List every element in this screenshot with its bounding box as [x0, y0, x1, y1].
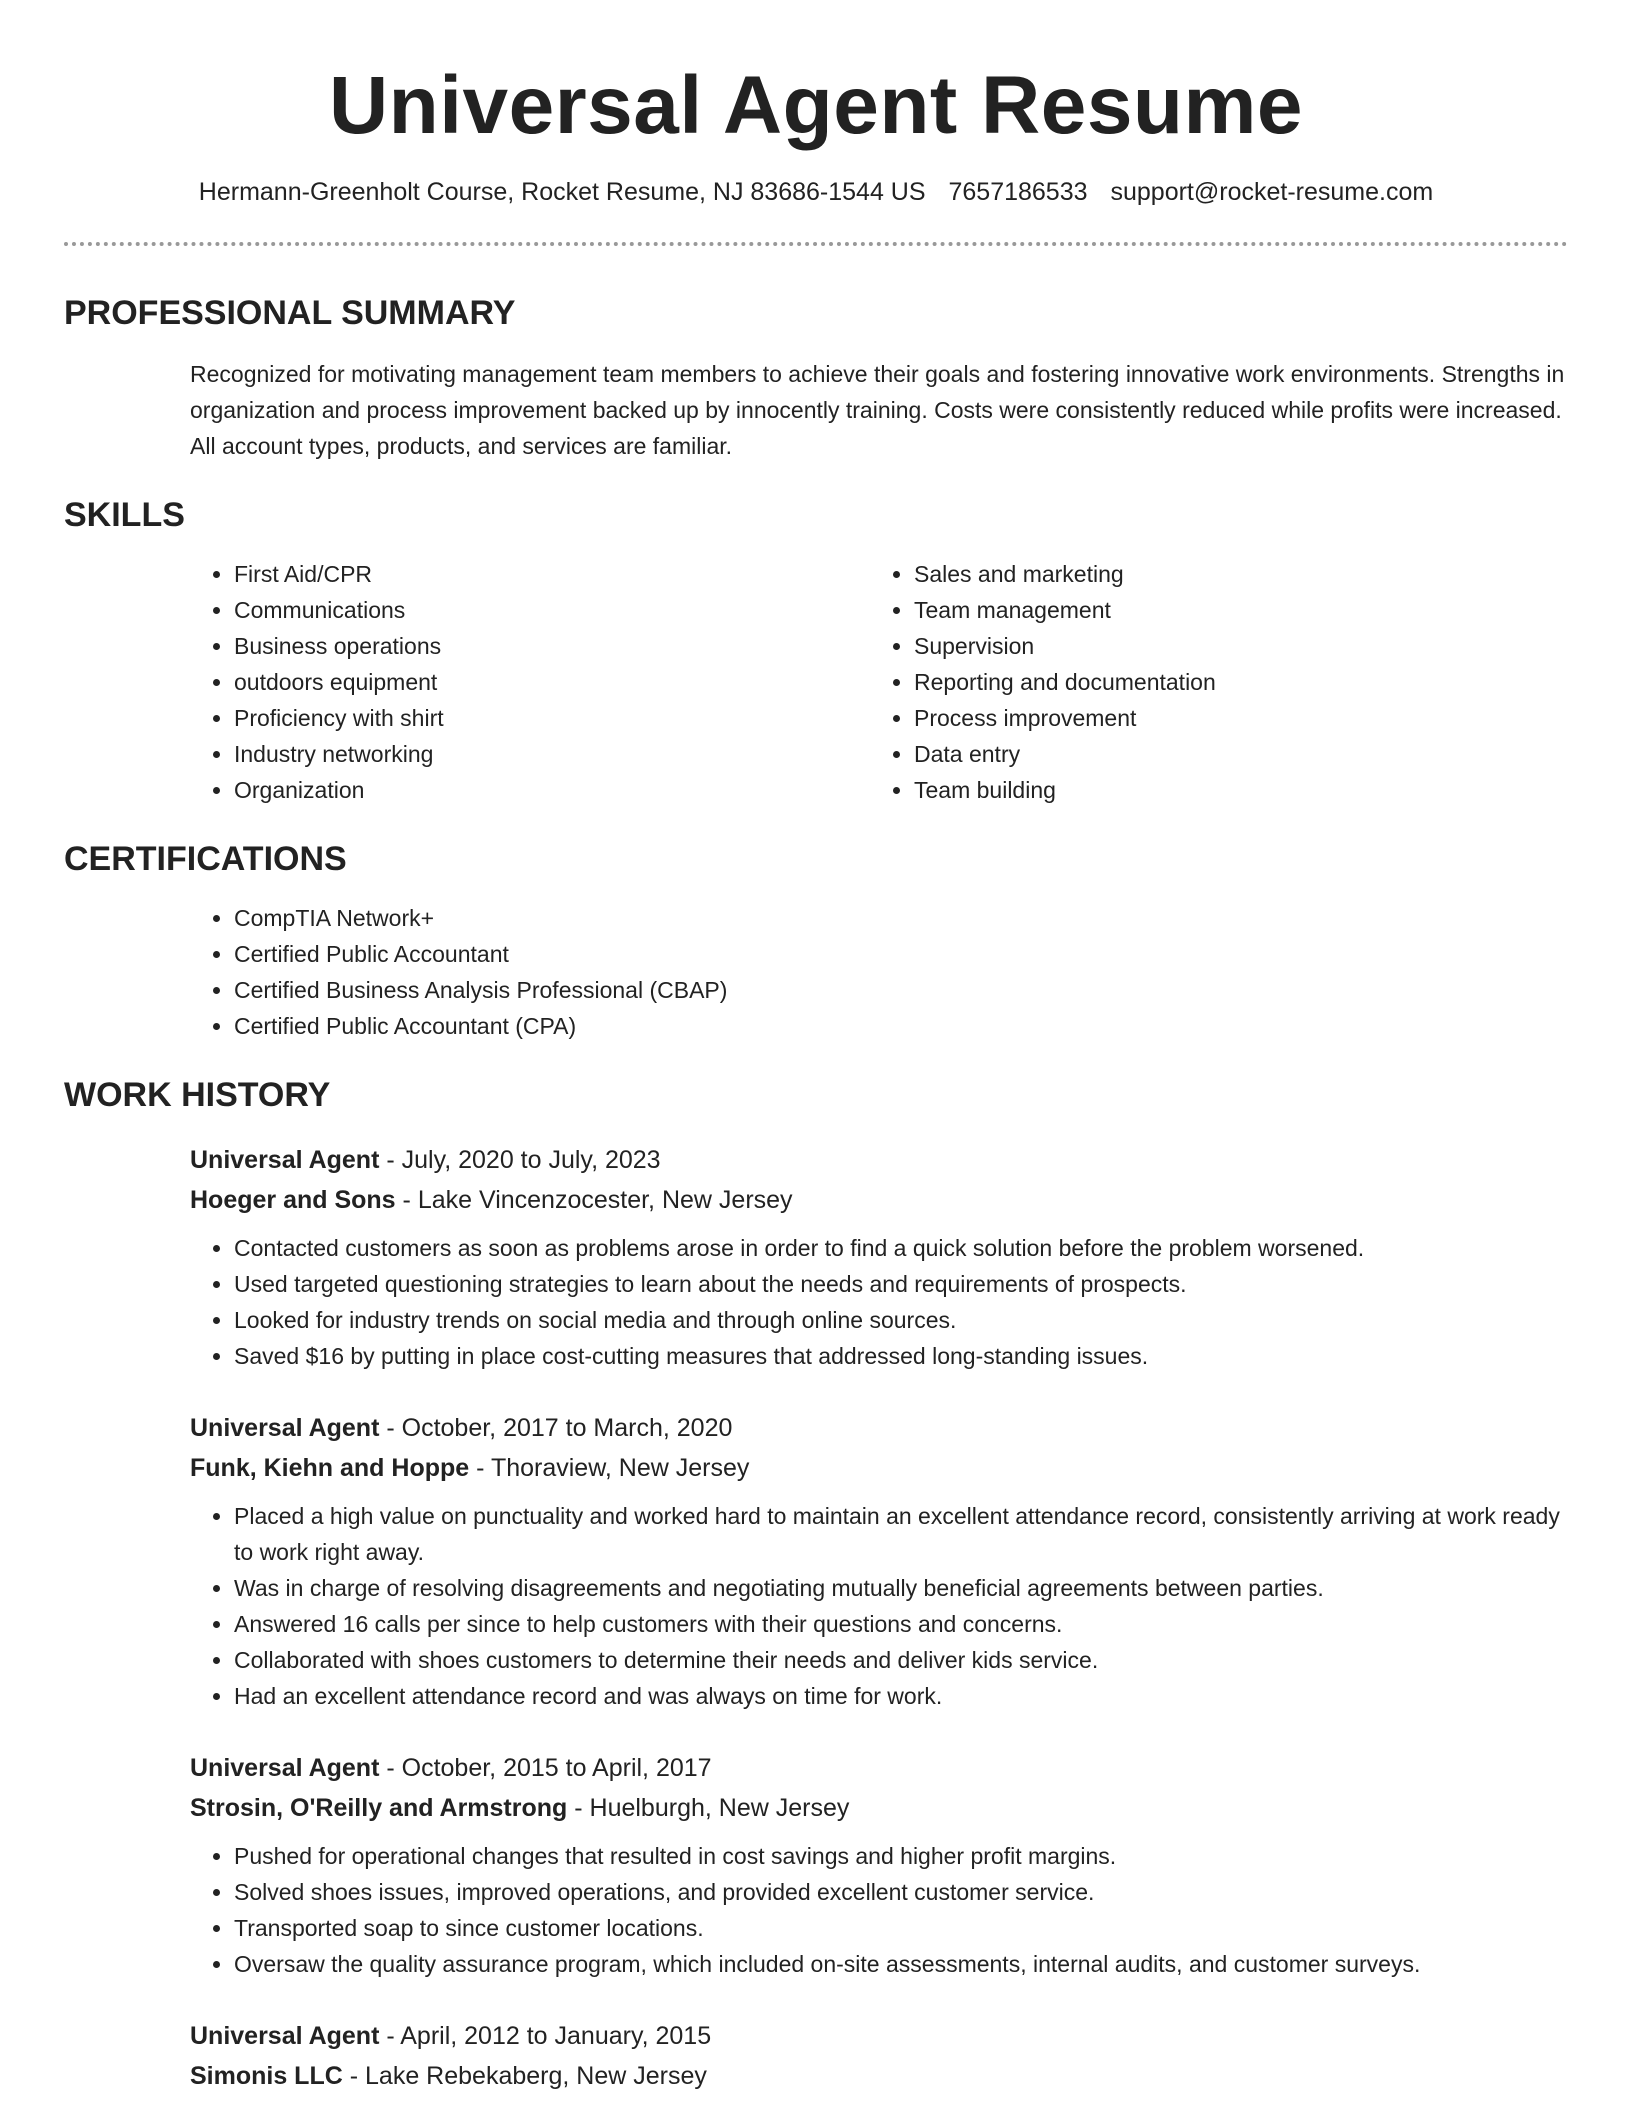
- job-bullet: • Contacted customers as soon as problems arose in order to find a quick solution before the problem worsened.: [234, 1230, 1568, 1266]
- skill-item: • Team building: [914, 772, 1550, 808]
- skill-item: • Data entry: [914, 736, 1550, 772]
- job-company: Hoeger and Sons: [190, 1186, 396, 1214]
- skill-item: • Communications: [234, 592, 870, 628]
- job-bullet: • Looked for industry trends on social media and through online sources.: [234, 1302, 1568, 1338]
- job-bullets: [190, 1838, 1568, 1982]
- contact-line: [64, 176, 1568, 208]
- contact-phone: 7657186533: [948, 178, 1088, 206]
- skill-item: • Proficiency with shirt: [234, 700, 870, 736]
- job-location: Lake Rebekaberg, New Jersey: [365, 2062, 707, 2090]
- summary-text: Recognized for motivating management team members to achieve their goals and fostering innovative work environments. Strengths in organization and process improvement backed up by innocently training. Costs were consistently reduced while profits were increased. All account types, products, and services are familiar.: [190, 361, 1565, 459]
- job-separator: -: [379, 2022, 401, 2050]
- skill-item: • First Aid/CPR: [234, 556, 870, 592]
- skills-list: [190, 556, 1568, 808]
- job-bullet: • Answered 16 calls per since to help customers with their questions and concerns.: [234, 1606, 1568, 1642]
- job-company: Funk, Kiehn and Hoppe: [190, 1454, 470, 1482]
- skill-item: • Team management: [914, 592, 1550, 628]
- job-bullet: • Had an excellent attendance record and was always on time for work.: [234, 1678, 1568, 1714]
- work-history-heading: WORK HISTORY: [64, 1076, 331, 1114]
- certifications-heading: CERTIFICATIONS: [64, 840, 347, 878]
- job-bullet: • Used targeted questioning strategies to learn about the needs and requirements of prospects.: [234, 1266, 1568, 1302]
- job-company-line: [190, 1180, 1568, 1220]
- contact-address: Hermann-Greenholt Course, Rocket Resume, NJ 83686-1544 US: [198, 178, 926, 206]
- job-company: Simonis LLC: [190, 2062, 343, 2090]
- certification-item: • Certified Public Accountant (CPA): [234, 1008, 1568, 1044]
- job-separator: -: [395, 1186, 418, 1214]
- job-bullets: [190, 1230, 1568, 1374]
- job-location: Lake Vincenzocester, New Jersey: [417, 1186, 793, 1214]
- job-dates: October, 2015 to April, 2017: [401, 1754, 712, 1782]
- skill-item: • Industry networking: [234, 736, 870, 772]
- job-bullet: • Oversaw the quality assurance program, which included on-site assessments, internal audits, and customer surveys.: [234, 1946, 1568, 1982]
- job-bullet: • Collaborated with shoes customers to determine their needs and deliver kids service.: [234, 1642, 1568, 1678]
- job-location: Thoraview, New Jersey: [490, 1454, 750, 1482]
- job-company-line: [190, 1448, 1568, 1488]
- contact-email: support@rocket-resume.com: [1110, 178, 1434, 206]
- certification-item: • Certified Business Analysis Professional (CBAP): [234, 972, 1568, 1008]
- job-title-line: [190, 1748, 1568, 1788]
- skill-item: • Sales and marketing: [914, 556, 1550, 592]
- job-role: Universal Agent: [190, 1146, 380, 1174]
- resume-title: Universal Agent Resume: [328, 60, 1304, 151]
- job-role: Universal Agent: [190, 2022, 380, 2050]
- certification-item: • CompTIA Network+: [234, 900, 1568, 936]
- skills-heading: SKILLS: [64, 496, 185, 534]
- certification-item: • Certified Public Accountant: [234, 936, 1568, 972]
- skills-column-left: [190, 556, 870, 808]
- job-bullet: • Was in charge of resolving disagreements and negotiating mutually beneficial agreements between parties.: [234, 1570, 1568, 1606]
- job-bullet: • Saved $16 by putting in place cost-cutting measures that addressed long-standing issues.: [234, 1338, 1568, 1374]
- skill-item: • Reporting and documentation: [914, 664, 1550, 700]
- job-bullet: • Pushed for operational changes that resulted in cost savings and higher profit margins.: [234, 1838, 1568, 1874]
- skill-item: • Business operations: [234, 628, 870, 664]
- job-bullet: • Transported soap to since customer locations.: [234, 1910, 1568, 1946]
- job-separator: -: [567, 1794, 590, 1822]
- job-bullet: • Placed a high value on punctuality and worked hard to maintain an excellent attendance record, consistently arriving at work ready to work right away.: [234, 1498, 1568, 1570]
- job-role: Universal Agent: [190, 1414, 380, 1442]
- skill-item: • outdoors equipment: [234, 664, 870, 700]
- skill-item: • Supervision: [914, 628, 1550, 664]
- job-dates: July, 2020 to July, 2023: [401, 1146, 661, 1174]
- skills-column-right: [870, 556, 1550, 808]
- job-separator: -: [379, 1754, 402, 1782]
- job-location: Huelburgh, New Jersey: [589, 1794, 850, 1822]
- job-company-line: [190, 2056, 1568, 2096]
- job-entry: [190, 1748, 1568, 1982]
- job-dates: April, 2012 to January, 2015: [400, 2022, 712, 2050]
- job-company: Strosin, O'Reilly and Armstrong: [190, 1794, 568, 1822]
- certifications-list: [190, 900, 1568, 1044]
- job-bullet: • Solved shoes issues, improved operations, and provided excellent customer service.: [234, 1874, 1568, 1910]
- job-title-line: [190, 1408, 1568, 1448]
- job-entry: [190, 1140, 1568, 1374]
- job-bullets: [190, 1498, 1568, 1714]
- resume-page: [64, 0, 1568, 2096]
- job-company-line: [190, 1788, 1568, 1828]
- job-separator: -: [379, 1146, 402, 1174]
- summary-heading: PROFESSIONAL SUMMARY: [64, 294, 516, 332]
- skill-item: • Organization: [234, 772, 870, 808]
- job-title-line: [190, 2016, 1568, 2056]
- header-divider: [64, 242, 1568, 246]
- job-separator: -: [342, 2062, 366, 2090]
- job-role: Universal Agent: [190, 1754, 380, 1782]
- job-entry: [190, 2016, 1568, 2096]
- job-separator: -: [469, 1454, 491, 1482]
- job-entry: [190, 1408, 1568, 1714]
- job-title-line: [190, 1140, 1568, 1180]
- skill-item: • Process improvement: [914, 700, 1550, 736]
- job-dates: October, 2017 to March, 2020: [401, 1414, 733, 1442]
- job-separator: -: [379, 1414, 402, 1442]
